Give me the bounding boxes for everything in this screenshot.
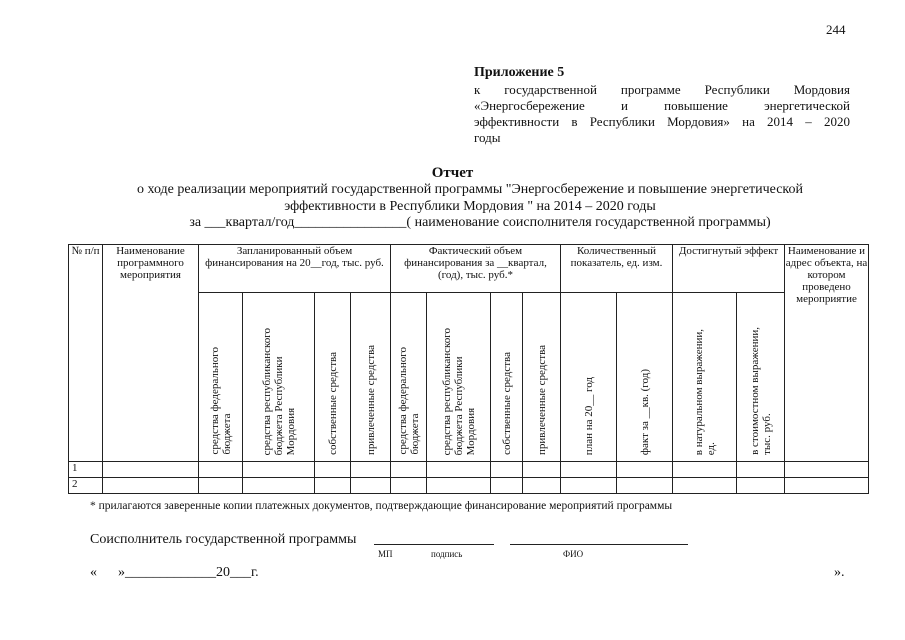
date-end: ». <box>834 565 845 580</box>
subheader-actual-attracted: привлеченные средства <box>523 293 561 462</box>
annex-description <box>474 82 850 146</box>
report-table <box>68 244 869 494</box>
fio-caption: ФИО <box>563 549 584 559</box>
subheader-effect-cost: в стоимостном выражении, тыс. руб. <box>737 293 785 462</box>
table-cell <box>351 478 391 494</box>
header-effect: Достигнутый эффект <box>673 245 785 293</box>
annex-title: Приложение 5 <box>474 65 565 80</box>
annex-line: «Энергосбережение и повышение энергетической <box>474 98 850 113</box>
table-cell <box>673 462 737 478</box>
header-measure-name: Наименование программного мероприятия <box>103 245 199 462</box>
table-cell <box>391 462 427 478</box>
table-cell <box>523 462 561 478</box>
annex-line: годы <box>474 130 501 145</box>
table-cell <box>491 462 523 478</box>
header-number: № п/п <box>69 245 103 462</box>
header-planned-funding: Запланированный объем финансирования на 20__год, тыс. руб. <box>199 245 391 293</box>
report-title: Отчет <box>431 165 474 181</box>
table-cell <box>391 478 427 494</box>
row-number: 2 <box>69 478 103 494</box>
table-cell <box>199 478 243 494</box>
table-cell <box>561 478 617 494</box>
subheader-planned-own: собственные средства <box>315 293 351 462</box>
table-cell <box>315 462 351 478</box>
header-object: Наименование и адрес объекта, на котором проведено мероприятие <box>785 245 869 462</box>
table-cell <box>737 478 785 494</box>
table-row <box>69 478 869 494</box>
page-number: 244 <box>826 22 846 37</box>
report-period: за ___квартал/год________________( наименование соисполнителя государственной программы) <box>189 215 771 230</box>
table-cell <box>617 462 673 478</box>
row-number: 1 <box>69 462 103 478</box>
subheader-quantity-plan: план на 20__ год <box>561 293 617 462</box>
header-quantity: Количественный показатель, ед. изм. <box>561 245 673 293</box>
subheader-planned-federal: средства федерального бюджета <box>199 293 243 462</box>
table-row <box>69 462 869 478</box>
subheader-effect-natural: в натуральном выражении, ед. <box>673 293 737 462</box>
table-cell <box>315 478 351 494</box>
date-line: « »_____________20___г. <box>90 565 259 580</box>
table-cell <box>427 462 491 478</box>
subheader-actual-republic: средства республиканского бюджета Республики Мордовия <box>427 293 491 462</box>
table-cell <box>617 478 673 494</box>
stamp-caption: МП <box>378 549 393 559</box>
table-cell <box>737 462 785 478</box>
table-cell <box>103 462 199 478</box>
table-cell <box>561 462 617 478</box>
subheader-planned-republic: средства республиканского бюджета Республики Мордовия <box>243 293 315 462</box>
table-cell <box>103 478 199 494</box>
table-cell <box>523 478 561 494</box>
annex-line: к государственной программе Республики Мордовия <box>474 82 850 97</box>
table-cell <box>673 478 737 494</box>
subheader-quantity-fact: факт за __кв. (год) <box>617 293 673 462</box>
subheader-actual-federal: средства федерального бюджета <box>391 293 427 462</box>
table-cell <box>427 478 491 494</box>
subheader-actual-own: собственные средства <box>491 293 523 462</box>
annex-line: эффективности в Республики Мордовия» на 2014 – 2020 <box>474 114 850 129</box>
table-cell <box>243 478 315 494</box>
table-cell <box>785 462 869 478</box>
name-line <box>510 544 688 545</box>
coexecutor-label: Соисполнитель государственной программы <box>90 532 357 547</box>
table-cell <box>785 478 869 494</box>
signature-line <box>374 544 494 545</box>
table-cell <box>351 462 391 478</box>
report-subtitle: о ходе реализации мероприятий государственной программы "Энергосбережение и повышение энергетической эффективности в Республики Мордовия " на 2014 – 2020 годы <box>136 182 804 214</box>
signature-caption: подпись <box>431 549 463 559</box>
header-actual-funding: Фактический объем финансирования за __квартал, (год), тыс. руб.* <box>391 245 561 293</box>
table-cell <box>243 462 315 478</box>
table-cell <box>491 478 523 494</box>
footnote: * прилагаются заверенные копии платежных документов, подтверждающие финансирование мероприятий программы <box>90 500 673 512</box>
table-cell <box>199 462 243 478</box>
subheader-planned-attracted: привлеченные средства <box>351 293 391 462</box>
